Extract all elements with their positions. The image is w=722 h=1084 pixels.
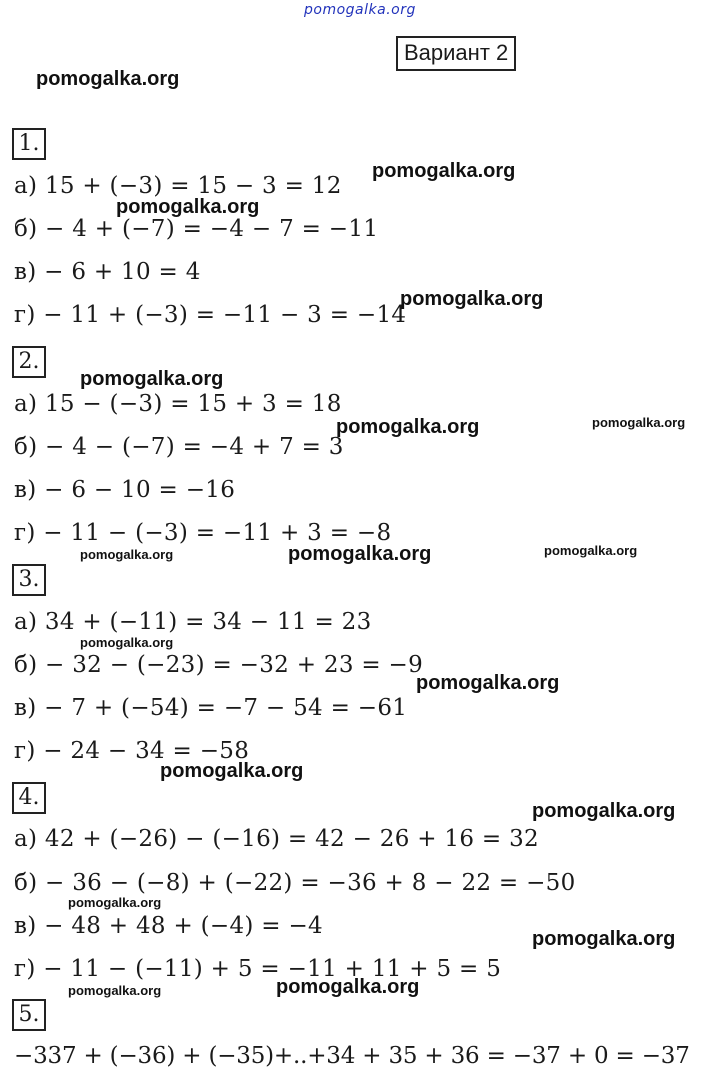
- watermark: pomogalka.org: [68, 895, 162, 910]
- task-number: 1.: [12, 128, 46, 160]
- task-line: б) − 4 + (−7) = −4 − 7 = −11: [14, 216, 379, 242]
- task-number: 4.: [12, 782, 46, 814]
- task-line: а) 15 + (−3) = 15 − 3 = 12: [14, 173, 342, 199]
- task-line: а) 42 + (−26) − (−16) = 42 − 26 + 16 = 32: [14, 826, 539, 852]
- watermark: pomogalka.org: [68, 983, 162, 998]
- task-line: г) − 11 − (−11) + 5 = −11 + 11 + 5 = 5: [14, 956, 502, 982]
- watermark: pomogalka.org: [116, 196, 260, 218]
- watermark: pomogalka.org: [532, 800, 676, 822]
- watermark: pomogalka.org: [592, 415, 686, 430]
- task-line: а) 15 − (−3) = 15 + 3 = 18: [14, 391, 342, 417]
- watermark: pomogalka.org: [80, 368, 224, 390]
- watermark: pomogalka.org: [80, 635, 174, 650]
- task-line: г) − 11 − (−3) = −11 + 3 = −8: [14, 520, 392, 546]
- task-line: в) − 6 − 10 = −16: [14, 477, 236, 503]
- watermark: pomogalka.org: [276, 976, 420, 998]
- task-line: б) − 4 − (−7) = −4 + 7 = 3: [14, 434, 344, 460]
- task-number: 2.: [12, 346, 46, 378]
- task-number: 5.: [12, 999, 46, 1031]
- watermark: pomogalka.org: [288, 543, 432, 565]
- variant-label: Вариант 2: [396, 36, 516, 71]
- watermark: pomogalka.org: [80, 547, 174, 562]
- task-line: в) − 48 + 48 + (−4) = −4: [14, 913, 323, 939]
- watermark: pomogalka.org: [336, 416, 480, 438]
- watermark: pomogalka.org: [416, 672, 560, 694]
- task-line: б) − 36 − (−8) + (−22) = −36 + 8 − 22 = −50: [14, 870, 576, 896]
- task-line: б) − 32 − (−23) = −32 + 23 = −9: [14, 652, 424, 678]
- task-line: в) − 7 + (−54) = −7 − 54 = −61: [14, 695, 408, 721]
- watermark: pomogalka.org: [160, 760, 304, 782]
- task-number: 3.: [12, 564, 46, 596]
- task-line: а) 34 + (−11) = 34 − 11 = 23: [14, 609, 372, 635]
- watermark: pomogalka.org: [532, 928, 676, 950]
- task-line: г) − 11 + (−3) = −11 − 3 = −14: [14, 302, 407, 328]
- watermark: pomogalka.org: [400, 288, 544, 310]
- task-line: г) − 24 − 34 = −58: [14, 738, 250, 764]
- task-line: в) − 6 + 10 = 4: [14, 259, 201, 285]
- watermark: pomogalka.org: [544, 543, 638, 558]
- watermark: pomogalka.org: [372, 160, 516, 182]
- watermark: pomogalka.org: [36, 68, 180, 90]
- site-watermark-top: pomogalka.org: [304, 2, 416, 18]
- task-line: −337 + (−36) + (−35)+..+34 + 35 + 36 = −37 + 0 = −37: [14, 1043, 690, 1069]
